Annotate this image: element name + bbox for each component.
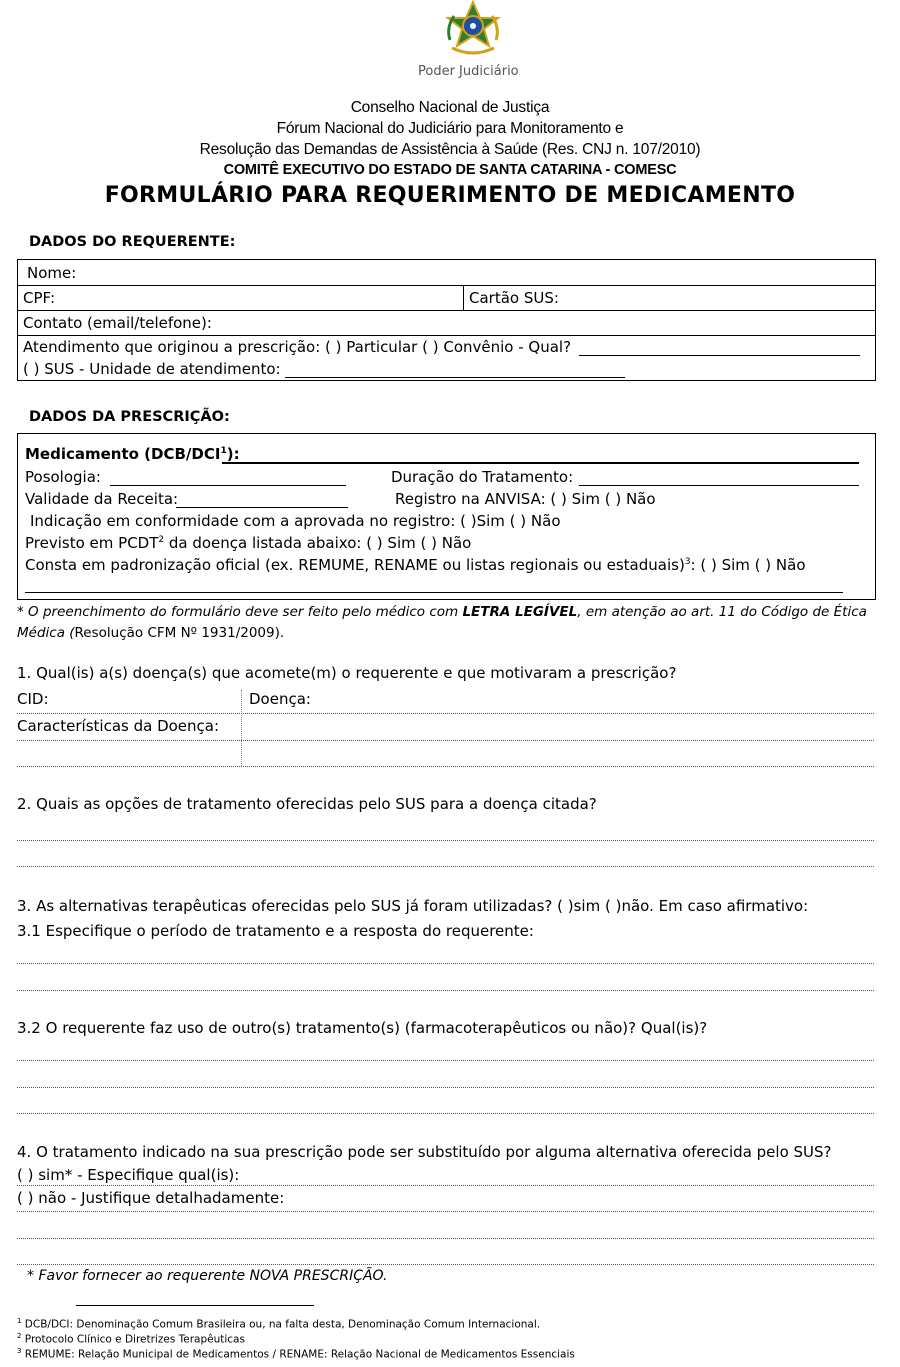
question-3-1: 3.1 Especifique o período de tratamento e a resposta do requerente: [17,922,534,940]
footnote-2: $^2$ Protocolo Clínico e Diretrizes Terapêuticas [17,1332,245,1346]
validade-field[interactable]: Validade da Receita: [25,490,179,508]
q4-nao-option[interactable]: ( ) não - Justifique detalhadamente: [17,1189,285,1207]
previsto-pcdt-field[interactable]: Previsto em PCDT$^2$ da doença listada abaixo: ( ) Sim ( ) Não [25,534,472,552]
question-3-2: 3.2 O requerente faz uso de outro(s) tratamento(s) (farmacoterapêuticos ou não)? Qual(is)? [17,1019,708,1037]
doenca-field[interactable]: Doença: [249,690,311,708]
posologia-field[interactable]: Posologia: [25,468,101,486]
nome-field[interactable]: Nome: [27,264,77,282]
registro-anvisa-field[interactable]: Registro na ANVISA: ( ) Sim ( ) Não [395,490,656,508]
cartao-sus-field[interactable]: Cartão SUS: [469,289,559,307]
contato-field[interactable]: Contato (email/telefone): [23,314,212,332]
section-title-requerente: DADOS DO REQUERENTE: [29,234,236,250]
question-1: 1. Qual(is) a(s) doença(s) que acomete(m) o requerente e que motivaram a prescrição? [17,664,677,682]
cid-field[interactable]: CID: [17,690,49,708]
footnote-3: $^3$ REMUME: Relação Municipal de Medicamentos / RENAME: Relação Nacional de Medicamentos Essenciais [17,1347,575,1361]
legibility-note: * O preenchimento do formulário deve ser feito pelo médico com LETRA LEGÍVEL, em atenção ao art. 11 do Código de Ética Médica (Resolução CFM Nº 1931/2009). [17,604,867,641]
indicacao-field[interactable]: Indicação em conformidade com a aprovada no registro: ( )Sim ( ) Não [30,512,561,530]
coat-of-arms-logo [440,0,506,60]
duracao-field[interactable]: Duração do Tratamento: [391,468,574,486]
medicamento-field[interactable]: Medicamento (DCB/DCI$^1$): [25,445,240,463]
consta-padronizacao-field[interactable]: Consta em padronização oficial (ex. REMUME, RENAME ou listas regionais ou estaduais)$^3$: ( ) Sim ( ) Não [25,556,806,574]
question-3: 3. As alternativas terapêuticas oferecidas pelo SUS já foram utilizadas? ( )sim ( )não. Em caso afirmativo: [17,897,809,915]
atendimento-field[interactable]: Atendimento que originou a prescrição: ( ) Particular ( ) Convênio - Qual? [23,338,572,356]
footnote-1: $^1$ DCB/DCI: Denominação Comum Brasileira ou, na falta desta, Denominação Comum Internacional. [17,1317,541,1331]
form-title: FORMULÁRIO PARA REQUERIMENTO DE MEDICAMENTO [104,183,796,208]
question-2: 2. Quais as opções de tratamento oferecidas pelo SUS para a doença citada? [17,795,597,813]
header-line-2: Fórum Nacional do Judiciário para Monitoramento e [276,120,624,137]
caracteristicas-field[interactable]: Características da Doença: [17,717,220,735]
cpf-field[interactable]: CPF: [23,289,56,307]
section-title-prescricao: DADOS DA PRESCRIÇÃO: [29,409,230,425]
header-line-4: COMITÊ EXECUTIVO DO ESTADO DE SANTA CATARINA - COMESC [223,162,677,178]
header-line-3: Resolução das Demandas de Assistência à Saúde (Res. CNJ n. 107/2010) [199,141,701,158]
nova-prescricao-note: * Favor fornecer ao requerente NOVA PRESCRIÇÃO. [27,1268,388,1284]
question-4: 4. O tratamento indicado na sua prescrição pode ser substituído por alguma alternativa oferecida pelo SUS? [17,1143,832,1161]
sus-unidade-field[interactable]: ( ) SUS - Unidade de atendimento: [23,360,281,378]
header-line-1: Conselho Nacional de Justiça [350,99,550,116]
logo-label: Poder Judiciário [418,64,519,79]
q4-sim-option[interactable]: ( ) sim* - Especifique qual(is): [17,1166,240,1184]
